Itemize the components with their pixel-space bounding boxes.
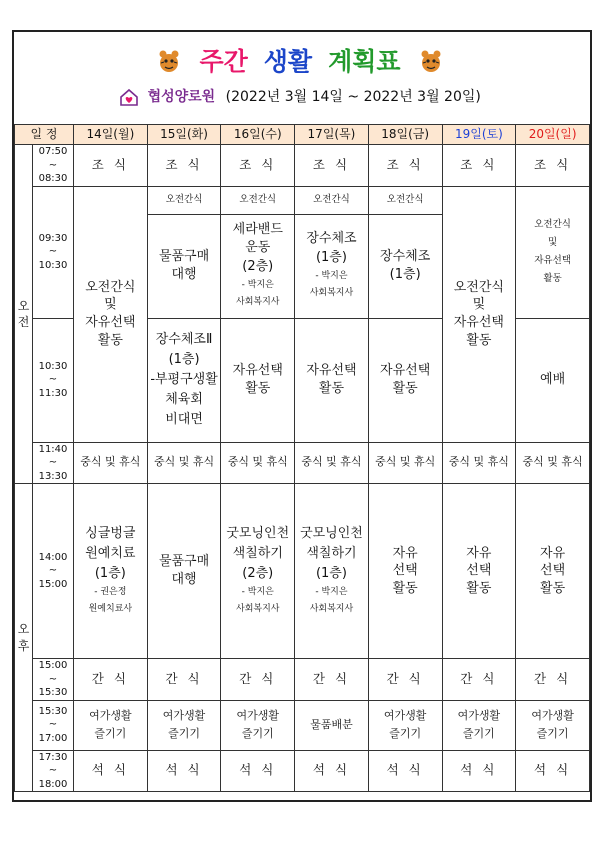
date-range: (2022년 3월 14일 ~ 2022년 3월 20일): [225, 89, 481, 105]
cell-lunch: 중식 및 휴식: [368, 442, 442, 484]
cell-leisure: 여가생활 즐기기: [74, 700, 148, 750]
cell-snack-am: 오전간식: [368, 186, 442, 214]
cell-thu-1030: 자유선택 활동: [295, 318, 369, 442]
cell-mon-pm: [74, 484, 148, 659]
subtitle: [0, 86, 600, 106]
cell-lunch: 중식 및 휴식: [221, 442, 295, 484]
cell-leisure: 여가생활 즐기기: [221, 700, 295, 750]
cell-mon-am: 오전간식 및 자유선택 활동: [74, 186, 148, 442]
cell-snack-pm: 간 식: [368, 659, 442, 701]
cell-snack-pm: 간 식: [74, 659, 148, 701]
cell-snack-pm: 간 식: [516, 659, 590, 701]
time-cell: 14:00 ~ 15:00: [33, 484, 74, 659]
row-snack-am: [15, 186, 590, 214]
cell-lunch: 중식 및 휴식: [74, 442, 148, 484]
cell-tue-0930: 물품구매 대행: [147, 214, 221, 318]
cell-dinner: 석 식: [295, 750, 369, 792]
cell-dinner: 석 식: [74, 750, 148, 792]
row-1400: [15, 484, 590, 659]
thu-pm-text: 굿모닝인천 색칠하기 (1층): [300, 525, 363, 581]
cell-leisure: 여가생활 즐기기: [368, 700, 442, 750]
cell-snack-am: 오전간식: [221, 186, 295, 214]
cell-leisure: 여가생활 즐기기: [442, 700, 516, 750]
thu-0930-note: - 박지은 사회복지사: [309, 270, 354, 298]
cell-fri-0930: 장수체조 (1층): [368, 214, 442, 318]
cell-snack-pm: 간 식: [221, 659, 295, 701]
cell-leisure: 여가생활 즐기기: [516, 700, 590, 750]
cell-dinner: 석 식: [442, 750, 516, 792]
cell-fri-1030: 자유선택 활동: [368, 318, 442, 442]
cell-snack-am: 오전간식: [147, 186, 221, 214]
cell-sat-pm: 자유 선택 활동: [442, 484, 516, 659]
row-leisure: [15, 700, 590, 750]
cell-breakfast: 조 식: [368, 145, 442, 187]
cell-snack-pm: 간 식: [147, 659, 221, 701]
cell-dinner: 석 식: [368, 750, 442, 792]
day-header-sunday: 20일(일): [516, 125, 590, 145]
cell-sun-1030: 예배: [516, 318, 590, 442]
time-cell: 09:30 ~ 10:30: [33, 186, 74, 318]
cell-sun-pm: 자유 선택 활동: [516, 484, 590, 659]
cell-snack-am: 오전간식: [295, 186, 369, 214]
day-header-saturday: 19일(토): [442, 125, 516, 145]
house-heart-icon: [119, 88, 139, 106]
cell-snack-pm: 간 식: [442, 659, 516, 701]
cell-wed-0930: [221, 214, 295, 318]
cell-thu-0930: [295, 214, 369, 318]
wed-pm-text: 굿모닝인천 색칠하기 (2층): [226, 525, 290, 581]
title-word-1: 주간: [199, 47, 248, 76]
row-snack-pm: [15, 659, 590, 701]
time-cell: 07:50 ~ 08:30: [33, 145, 74, 187]
period-pm: 오 후: [15, 484, 33, 792]
schedule-table: [14, 124, 590, 792]
cell-breakfast: 조 식: [221, 145, 295, 187]
mon-pm-note: - 권은정 원예치료사: [88, 587, 133, 615]
cell-fri-pm: 자유 선택 활동: [368, 484, 442, 659]
cell-wed-pm: [221, 484, 295, 659]
time-cell: 11:40 ~ 13:30: [33, 442, 74, 484]
row-lunch: [15, 442, 590, 484]
cell-lunch: 중식 및 휴식: [147, 442, 221, 484]
cell-breakfast: 조 식: [442, 145, 516, 187]
cell-lunch: 중식 및 휴식: [442, 442, 516, 484]
cell-sun-am: [516, 186, 590, 318]
organization-name: 협성양로원: [147, 89, 216, 105]
cell-leisure: 여가생활 즐기기: [147, 700, 221, 750]
tiger-mascot-icon: [417, 46, 445, 74]
row-dinner: [15, 750, 590, 792]
cell-snack-pm: 간 식: [295, 659, 369, 701]
wed-pm-note: - 박지은 사회복지사: [236, 587, 280, 615]
cell-tue-1030: 장수체조Ⅱ (1층) -부평구생활 체육회 비대면: [147, 318, 221, 442]
thu-0930-text: 장수체조 (1층): [306, 231, 357, 265]
cell-lunch: 중식 및 휴식: [295, 442, 369, 484]
cell-wed-1030: 자유선택 활동: [221, 318, 295, 442]
cell-thu-pm: [295, 484, 369, 659]
cell-dinner: 석 식: [221, 750, 295, 792]
cell-breakfast: 조 식: [147, 145, 221, 187]
day-header: 14일(월): [74, 125, 148, 145]
day-header: 16일(수): [221, 125, 295, 145]
period-am: 오 전: [15, 145, 33, 484]
cell-thu-distribution: 물품배분: [295, 700, 369, 750]
title-area: [0, 42, 600, 82]
cell-tue-pm: 물품구매 대행: [147, 484, 221, 659]
tiger-mascot-icon: [155, 46, 183, 74]
header-label: 일 정: [15, 125, 74, 145]
time-cell: 15:00 ~ 15:30: [33, 659, 74, 701]
cell-sat-am: 오전간식 및 자유선택 활동: [442, 186, 516, 442]
cell-dinner: 석 식: [147, 750, 221, 792]
cell-lunch: 중식 및 휴식: [516, 442, 590, 484]
cell-breakfast: 조 식: [74, 145, 148, 187]
row-breakfast: [15, 145, 590, 187]
day-header: 15일(화): [147, 125, 221, 145]
title-word-2: 생활: [263, 47, 313, 76]
sun-am-text: 오전간식 및 자유선택 활동: [534, 218, 571, 285]
title-word-3: 계획표: [328, 47, 401, 76]
mon-pm-text: 싱글벙글 원예치료 (1층): [85, 525, 136, 581]
day-header: 18일(금): [368, 125, 442, 145]
thu-pm-note: - 박지은 사회복지사: [309, 587, 354, 615]
time-cell: 15:30 ~ 17:00: [33, 700, 74, 750]
header-row: [15, 125, 590, 145]
cell-breakfast: 조 식: [516, 145, 590, 187]
wed-0930-note: - 박지은 사회복지사: [236, 280, 280, 308]
wed-0930-text: 세라밴드 운동 (2층): [232, 221, 283, 275]
cell-dinner: 석 식: [516, 750, 590, 792]
time-cell: 10:30 ~ 11:30: [33, 318, 74, 442]
time-cell: 17:30 ~ 18:00: [33, 750, 74, 792]
day-header: 17일(목): [295, 125, 369, 145]
page-title: [155, 42, 444, 78]
cell-breakfast: 조 식: [295, 145, 369, 187]
